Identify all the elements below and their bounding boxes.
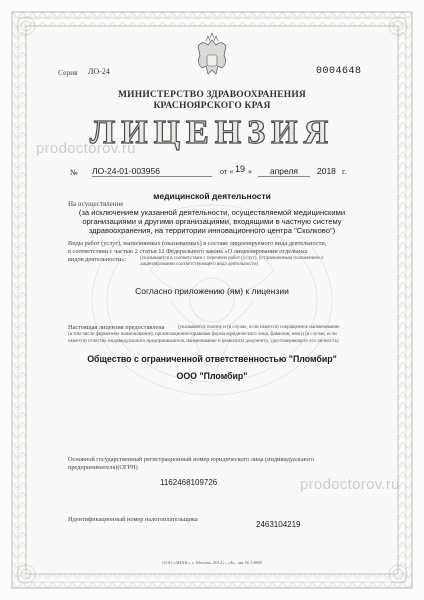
watermark-text-top: prodoctorov.ru (36, 140, 136, 157)
activity-exception-1: (за исключением указанной деятельности, осуществляемой медицинскими (78, 208, 346, 217)
appendix-reference: Согласно приложению (ям) к лицензии (135, 286, 289, 296)
form-number: 0004648 (316, 66, 362, 77)
ogrn-label-1: Основной государственный регистрационный номер юридического лица (индивидуального (68, 456, 314, 463)
grantee-note-1: (указывается полное и (в случае, если имеется) сокращенное наименование (178, 325, 340, 330)
grantee-intro: Настоящая лицензия предоставлена (68, 324, 165, 331)
license-year: 2018 (317, 166, 336, 176)
works-text-3: видов деятельности»: (68, 256, 127, 263)
series-label: Серия (58, 68, 78, 77)
inn-label: Идентификационный номер налогоплательщика (68, 516, 198, 523)
watermark-text-bottom: prodoctorov.ru (300, 476, 400, 493)
activity-label: На осуществление (68, 200, 124, 208)
activity-name: медицинской деятельности (153, 191, 271, 201)
organization-full-name: Общество с ограниченной ответственностью "Пломбир" (87, 354, 337, 364)
license-month: апреля (258, 166, 310, 177)
works-text-2: в соответствии с частью 2 статьи 12 Федерального закона «О лицензировании отдельных (68, 248, 308, 255)
ogrn-label-2: предпринимателя)(ОГРН) (68, 464, 138, 471)
activity-exception-3: здравоохранения, на территории инновационного центра "Сколково") (88, 226, 336, 235)
date-close-quote: » (248, 167, 252, 176)
organization-short-name: ООО "Пломбир" (176, 371, 248, 381)
ministry-line-1: МИНИСТЕРСТВО ЗДРАВООХРАНЕНИЯ (118, 90, 306, 100)
grantee-note-3: имеется) отчество индивидуального предпринимателя, наименование и реквизиты документа, удостоверяющего его личность) (68, 339, 339, 344)
series-value: ЛО-24 (88, 67, 110, 76)
license-day: 19 (235, 164, 246, 174)
ogrn-value: 1162468109726 (160, 478, 218, 487)
year-suffix: г. (342, 167, 347, 176)
page-title: ЛИЦЕНЗИЯ (89, 114, 335, 151)
license-number: ЛО-24-01-003956 (92, 166, 212, 177)
ministry-line-2: КРАСНОЯРСКОГО КРАЯ (153, 101, 271, 111)
grantee-note-2: (в том числе фирменное наименование), организационно-правовая форма юридического лица, фамилия, имя и (в случае, если (68, 332, 337, 337)
inn-value: 2463104219 (256, 520, 301, 529)
printer-imprint: ООО «ЗНАК», г. Москва, 2012 г., «Б», зак № 13088 (162, 560, 262, 565)
works-text-1: Виды работ (услуг), выполняемых (оказываемых) в составе лицензируемого вида деятельности, (68, 240, 327, 247)
activity-exception-2: организациями и другими организациями, входящими в частную систему (82, 217, 342, 226)
license-number-label: № (70, 168, 78, 177)
works-note: (указываются в соответствии с перечнем работ (услуг), установленным положением о лицензировании соответствующего вида деятельности) (140, 256, 324, 267)
date-from-label: от « (220, 167, 234, 176)
